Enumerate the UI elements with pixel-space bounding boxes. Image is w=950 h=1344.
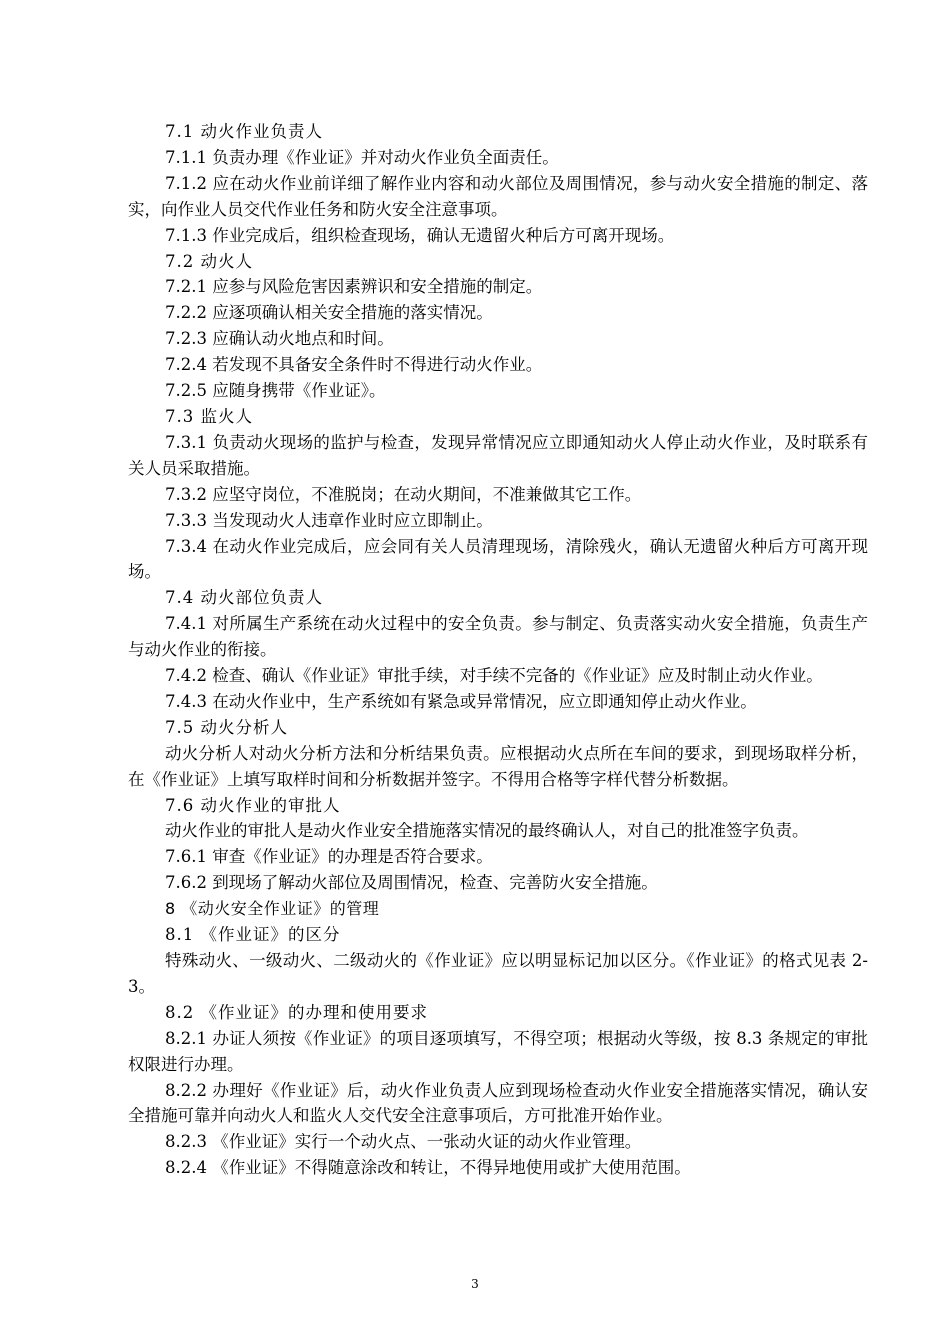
paragraph-8-1: 特殊动火、一级动火、二级动火的《作业证》应以明显标记加以区分。《作业证》的格式见表 2-3。 xyxy=(128,951,868,996)
clause-7-3-4: 7.3.4 在动火作业完成后，应会同有关人员清理现场，清除残火，确认无遗留火种后方可离开现场。 xyxy=(128,536,868,582)
clause-8-2-1: 8.2.1 办证人须按《作业证》的项目逐项填写，不得空项；根据动火等级，按 8.3 条规定的审批权限进行办理。 xyxy=(128,1028,868,1074)
document-body xyxy=(128,119,868,1181)
clause-7-3-1: 7.3.1 负责动火现场的监护与检查，发现异常情况应立即通知动火人停止动火作业，及时联系有关人员采取措施。 xyxy=(128,432,868,478)
clause-7-1-2: 7.1.2 应在动火作业前详细了解作业内容和动火部位及周围情况，参与动火安全措施的制定、落实，向作业人员交代作业任务和防火安全注意事项。 xyxy=(128,173,868,219)
heading-7-1: 7.1 动火作业负责人 xyxy=(165,122,323,141)
clause-7-2-3: 7.2.3 应确认动火地点和时间。 xyxy=(165,329,394,349)
clause-8-2-2: 8.2.2 办理好《作业证》后，动火作业负责人应到现场检查动火作业安全措施落实情况，确认安全措施可靠并向动火人和监火人交代安全注意事项后，方可批准开始作业。 xyxy=(128,1080,868,1126)
clause-7-2-5: 7.2.5 应随身携带《作业证》。 xyxy=(165,381,386,401)
paragraph-7-5: 动火分析人对动火分析方法和分析结果负责。应根据动火点所在车间的要求，到现场取样分析，在《作业证》上填写取样时间和分析数据并签字。不得用合格等字样代替分析数据。 xyxy=(128,743,868,789)
paragraph-7-6: 动火作业的审批人是动火作业安全措施落实情况的最终确认人，对自己的批准签字负责。 xyxy=(165,821,809,841)
page-number: 3 xyxy=(471,1277,479,1291)
clause-7-4-3: 7.4.3 在动火作业中，生产系统如有紧急或异常情况，应立即通知停止动火作业。 xyxy=(165,691,757,711)
clause-7-1-1: 7.1.1 负责办理《作业证》并对动火作业负全面责任。 xyxy=(165,147,559,167)
clause-7-6-1: 7.6.1 审查《作业证》的办理是否符合要求。 xyxy=(165,847,493,867)
heading-7-3: 7.3 监火人 xyxy=(165,406,253,426)
heading-8-1: 8.1 《作业证》的区分 xyxy=(165,925,341,945)
heading-7-6: 7.6 动火作业的审批人 xyxy=(165,795,341,815)
heading-7-5: 7.5 动火分析人 xyxy=(165,717,288,737)
clause-7-4-2: 7.4.2 检查、确认《作业证》审批手续，对手续不完备的《作业证》应及时制止动火作业。 xyxy=(165,666,823,686)
clause-7-2-1: 7.2.1 应参与风险危害因素辨识和安全措施的制定。 xyxy=(165,277,543,297)
clause-7-4-1: 7.4.1 对所属生产系统在动火过程中的安全负责。参与制定、负责落实动火安全措施，负责生产与动火作业的衔接。 xyxy=(128,614,868,660)
clause-7-2-4: 7.2.4 若发现不具备安全条件时不得进行动火作业。 xyxy=(165,355,543,375)
heading-7-2: 7.2 动火人 xyxy=(165,251,253,271)
clause-7-1-3: 7.1.3 作业完成后，组织检查现场，确认无遗留火种后方可离开现场。 xyxy=(165,225,675,245)
clause-8-2-3: 8.2.3 《作业证》实行一个动火点、一张动火证的动火作业管理。 xyxy=(165,1132,642,1152)
heading-8-2: 8.2 《作业证》的办理和使用要求 xyxy=(165,1002,428,1022)
heading-7-4: 7.4 动火部位负责人 xyxy=(165,588,323,608)
heading-8: 8 《动火安全作业证》的管理 xyxy=(165,899,380,919)
clause-7-3-2: 7.3.2 应坚守岗位，不准脱岗；在动火期间，不准兼做其它工作。 xyxy=(165,484,642,504)
clause-7-6-2: 7.6.2 到现场了解动火部位及周围情况，检查、完善防火安全措施。 xyxy=(165,873,658,893)
clause-7-3-3: 7.3.3 当发现动火人违章作业时应立即制止。 xyxy=(165,510,493,530)
clause-7-2-2: 7.2.2 应逐项确认相关安全措施的落实情况。 xyxy=(165,303,493,323)
clause-8-2-4: 8.2.4 《作业证》不得随意涂改和转让，不得异地使用或扩大使用范围。 xyxy=(165,1158,691,1178)
